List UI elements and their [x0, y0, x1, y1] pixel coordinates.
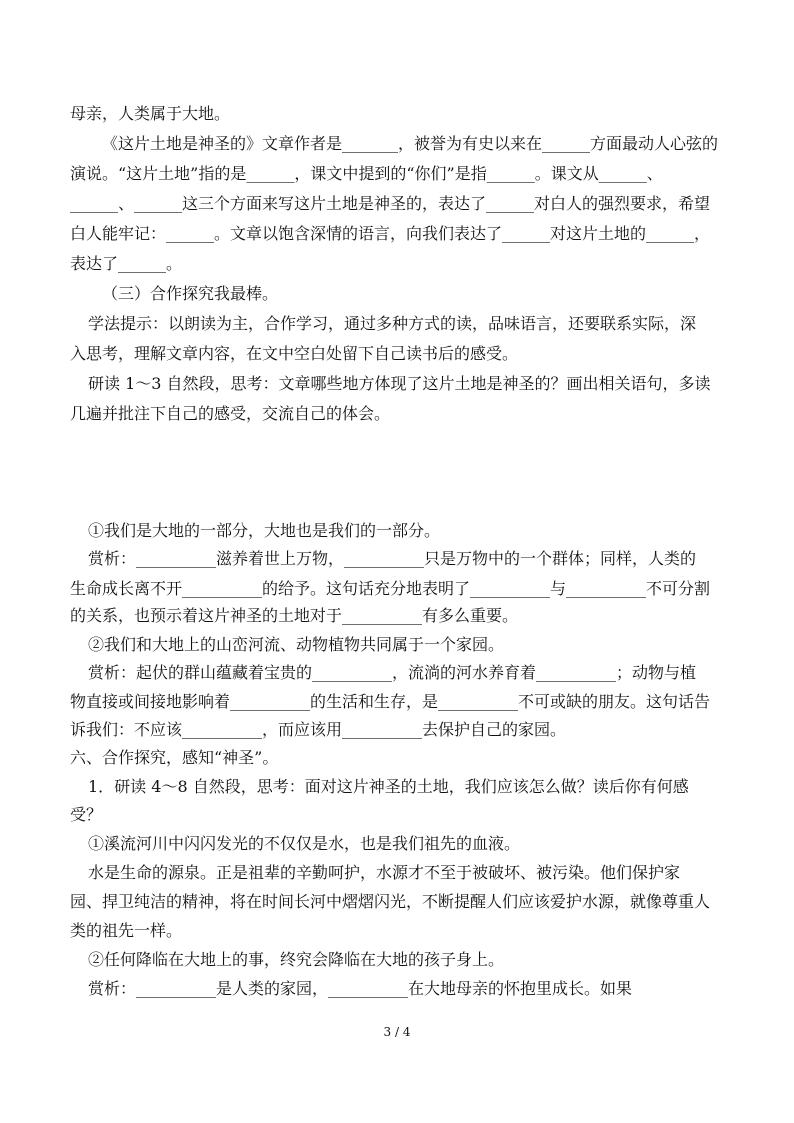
text-line: 母亲，人类属于大地。: [70, 104, 231, 123]
text-line: 物直接或间接地影响着__________的生活和生存，是__________不可或缺的朋友。这句话告: [70, 692, 711, 711]
text-line: 演说。“这片土地”指的是______，课文中提到的“你们”是指______。课文从______、: [70, 164, 663, 183]
text-line: 1．研读 4～8 自然段，思考：面对这片神圣的土地，我们应该怎么做？读后你有何感: [88, 777, 689, 796]
text-line: 生命成长离不开__________的给予。这句话充分地表明了__________与__________不可分割: [70, 579, 711, 598]
text-line: 诉我们：不应该__________，而应该用__________去保护自己的家园。: [70, 720, 567, 739]
text-line: 白人能牢记：______。文章以饱含深情的语言，向我们表达了______对这片土地的______，: [70, 224, 711, 243]
text-line: 赏析：__________是人类的家园，__________在大地母亲的怀抱里成长。如果: [88, 979, 633, 998]
section-heading: （三）合作探究我最棒。: [102, 284, 279, 303]
page-number: 3 / 4: [383, 1025, 411, 1039]
quote-line: ②我们和大地上的山峦河流、动物植物共同属于一个家园。: [88, 635, 505, 654]
quote-line: ②任何降临在大地上的事，终究会降临在大地的孩子身上。: [88, 950, 505, 969]
text-line: 园、捍卫纯洁的精神，将在时间长河中熠熠闪光，不断提醒人们应该爱护水源，就像尊重人: [70, 892, 711, 911]
text-line: 研读 1～3 自然段，思考：文章哪些地方体现了这片土地是神圣的？画出相关语句，多读: [88, 374, 711, 393]
text-line: ______、______这三个方面来写这片土地是神圣的，表达了______对白人的强烈要求，希望: [70, 194, 711, 213]
text-line: 《这片土地是神圣的》文章作者是_______，被誉为有史以来在______方面最动人心弦的: [102, 134, 719, 153]
text-line: 赏析：起伏的群山蕴藏着宝贵的__________，流淌的河水养育着__________；动物与植: [88, 663, 697, 682]
text-line: 几遍并批注下自己的感受，交流自己的体会。: [70, 404, 391, 423]
text-line: 表达了______。: [70, 254, 183, 273]
text-line: 的关系，也预示着这片神圣的土地对于__________有多么重要。: [70, 606, 519, 625]
text-line: 受？: [70, 805, 103, 824]
text-line: 赏析：__________滋养着世上万物，__________只是万物中的一个群体；同样，人类的: [88, 549, 697, 568]
text-line: 学法提示：以朗读为主，合作学习，通过多种方式的读，品味语言，还要联系实际，深: [88, 314, 697, 333]
section-heading: 六、合作探究，感知“神圣”。: [70, 748, 279, 767]
quote-line: ①我们是大地的一部分，大地也是我们的一部分。: [88, 521, 441, 540]
quote-line: ①溪流河川中闪闪发光的不仅仅是水，也是我们祖先的血液。: [88, 834, 521, 853]
text-line: 类的祖先一样。: [70, 921, 183, 940]
text-line: 入思考，理解文章内容，在文中空白处留下自己读书后的感受。: [70, 344, 519, 363]
text-line: 水是生命的源泉。正是祖辈的辛勤呵护，水源才不至于被破坏、被污染。他们保护家: [88, 863, 681, 882]
